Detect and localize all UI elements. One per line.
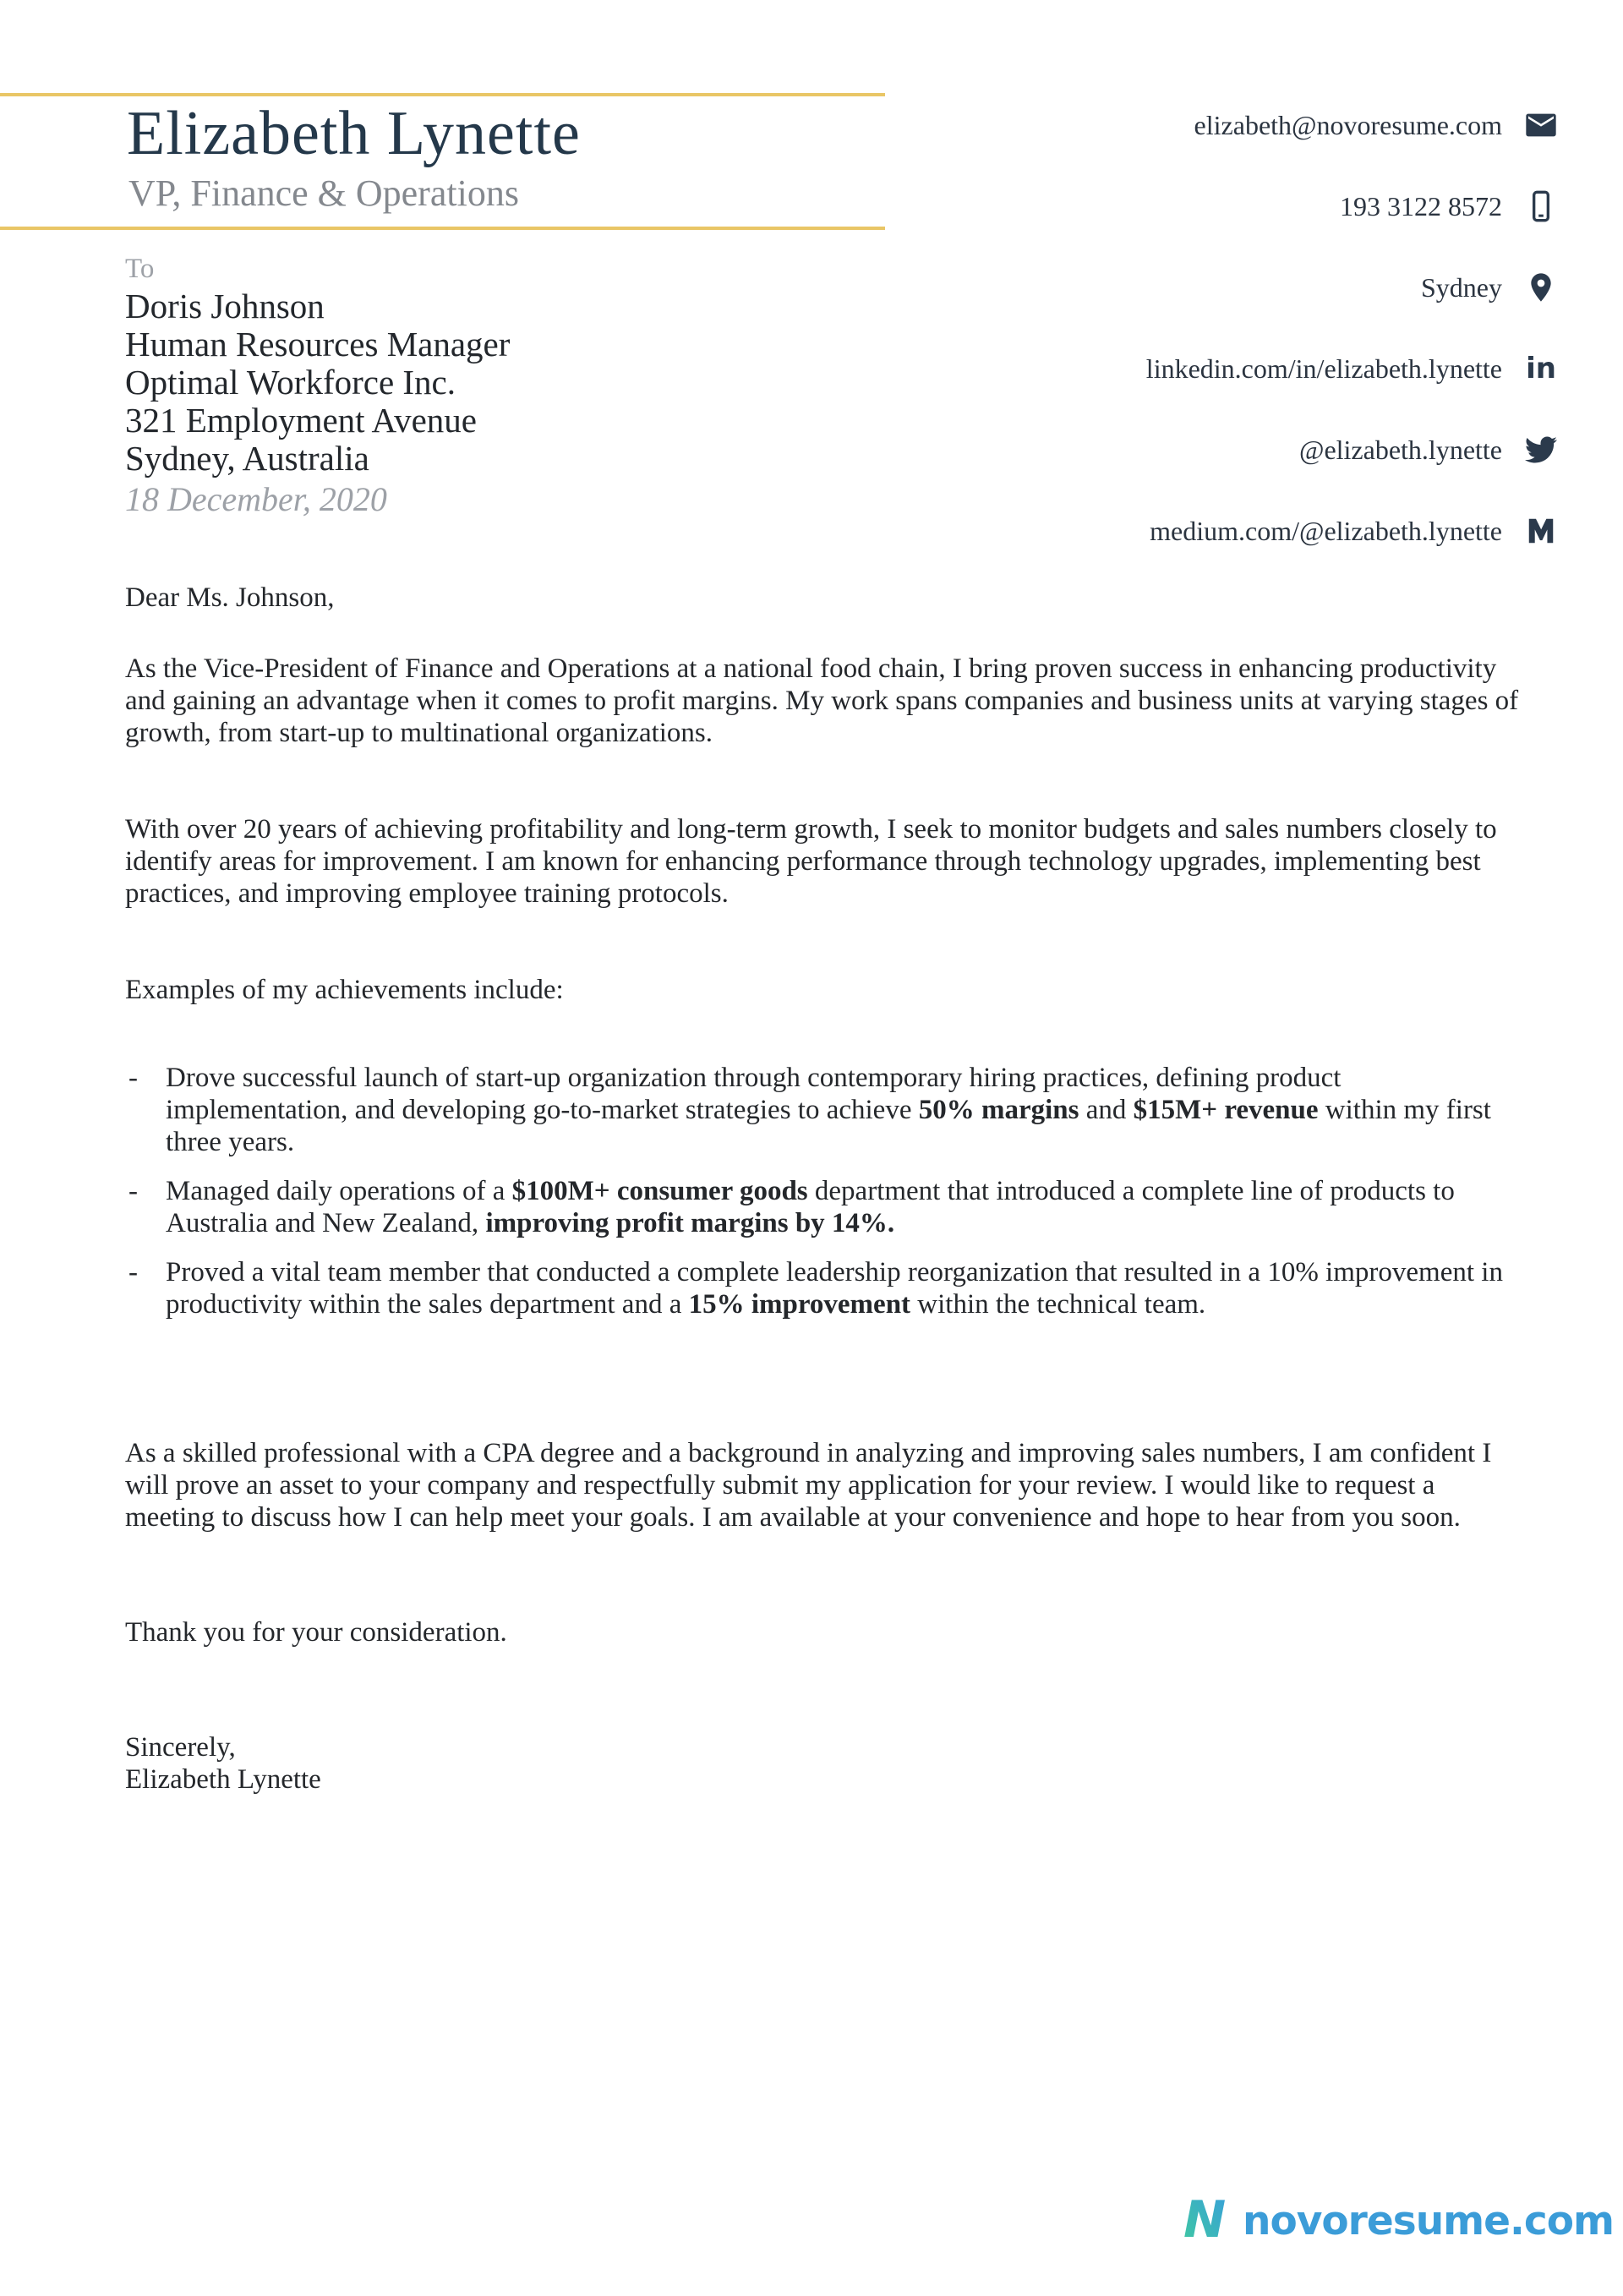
bullet-text: Drove successful launch of start-up organization through contemporary hiring practices, defining product implementation, and developing go-to-market strategies to achieve 50% margins and $15M+ revenue within my first three years. [166,1063,1491,1157]
thanks-line: Thank you for your consideration. [125,1617,507,1648]
twitter-icon [1522,431,1560,468]
signature-name: Elizabeth Lynette [125,1764,321,1795]
list-item [128,1175,1528,1239]
email-text: elizabeth@novoresume.com [1194,109,1502,140]
signoff-line: Sincerely, [125,1732,236,1763]
medium-text: medium.com/@elizabeth.lynette [1150,515,1502,546]
list-item [128,1062,1528,1158]
novoresume-n-icon [1183,2193,1232,2250]
email-icon [1522,107,1560,144]
recipient-company: Optimal Workforce Inc. [125,363,456,402]
brand-logo[interactable] [1183,2193,1614,2250]
letter-date: 18 December, 2020 [125,480,387,518]
linkedin-text: linkedin.com/in/elizabeth.lynette [1145,353,1502,384]
linkedin-icon: in [1526,352,1556,385]
brand-wordmark: novoresume.com [1243,2198,1614,2244]
bullet-dash: - [128,1257,138,1287]
paragraph-closing: As a skilled professional with a CPA degree and a background in analyzing and improving sales numbers, I am confident I will prove an asset to your company and respectfully submit my application for your review. I would like to request a meeting to discuss how I can help meet your goals. I am available at your convenience and hope to hear from you soon. [125,1438,1492,1533]
location-icon [1522,269,1560,306]
recipient-block [125,287,510,478]
recipient-address: 321 Employment Avenue [125,401,478,440]
twitter-text: @elizabeth.lynette [1298,434,1502,465]
phone-icon [1522,188,1560,225]
achievements-intro: Examples of my achievements include: [125,975,564,1005]
signature-block [125,1731,1528,1796]
paragraph-intro: As the Vice-President of Finance and Operations at a national food chain, I bring proven success in enhancing productivity and gaining an advantage when it comes to profit margins. My work spans companies and business units at varying stages of growth, from start-up to multinational organizations. [125,653,1519,748]
medium-icon [1522,512,1560,549]
recipient-city: Sydney, Australia [125,439,369,478]
recipient-label: To [125,254,155,284]
recipient-name: Doris Johnson [125,287,325,325]
bullet-dash: - [128,1176,138,1206]
bullet-text: Managed daily operations of a $100M+ consumer goods department that introduced a complete line of products to Australia and New Zealand, improving profit margins by 14%. [166,1176,1455,1238]
phone-text: 193 3122 8572 [1340,190,1502,221]
salutation: Dear Ms. Johnson, [125,582,335,613]
recipient-role: Human Resources Manager [125,325,511,364]
contact-row-phone[interactable] [1146,166,1560,247]
list-item [128,1256,1528,1320]
contact-row-location[interactable] [1146,247,1560,328]
header-rule-bottom [0,227,885,230]
location-text: Sydney [1421,271,1502,303]
job-title: VP, Finance & Operations [128,172,519,214]
contact-row-linkedin[interactable] [1146,328,1560,409]
contact-row-email[interactable] [1146,85,1560,166]
header-rule-top [0,93,885,96]
contact-block [1146,85,1560,571]
contact-row-medium[interactable] [1146,490,1560,571]
paragraph-experience: With over 20 years of achieving profitability and long-term growth, I seek to monitor budgets and sales numbers closely to identify areas for improvement. I am known for enhancing performance through technology upgrades, implementing best practices, and improving employee training protocols. [125,814,1497,909]
contact-row-twitter[interactable] [1146,409,1560,490]
achievements-list [125,1062,1528,1337]
page-title: Elizabeth Lynette [127,99,581,168]
bullet-dash: - [128,1063,138,1093]
svg-text:N: N [1183,2193,1227,2245]
bullet-text: Proved a vital team member that conducted a complete leadership reorganization that resulted in a 10% improvement in productivity within the sales department and a 15% improvement within the technical team. [166,1257,1503,1320]
